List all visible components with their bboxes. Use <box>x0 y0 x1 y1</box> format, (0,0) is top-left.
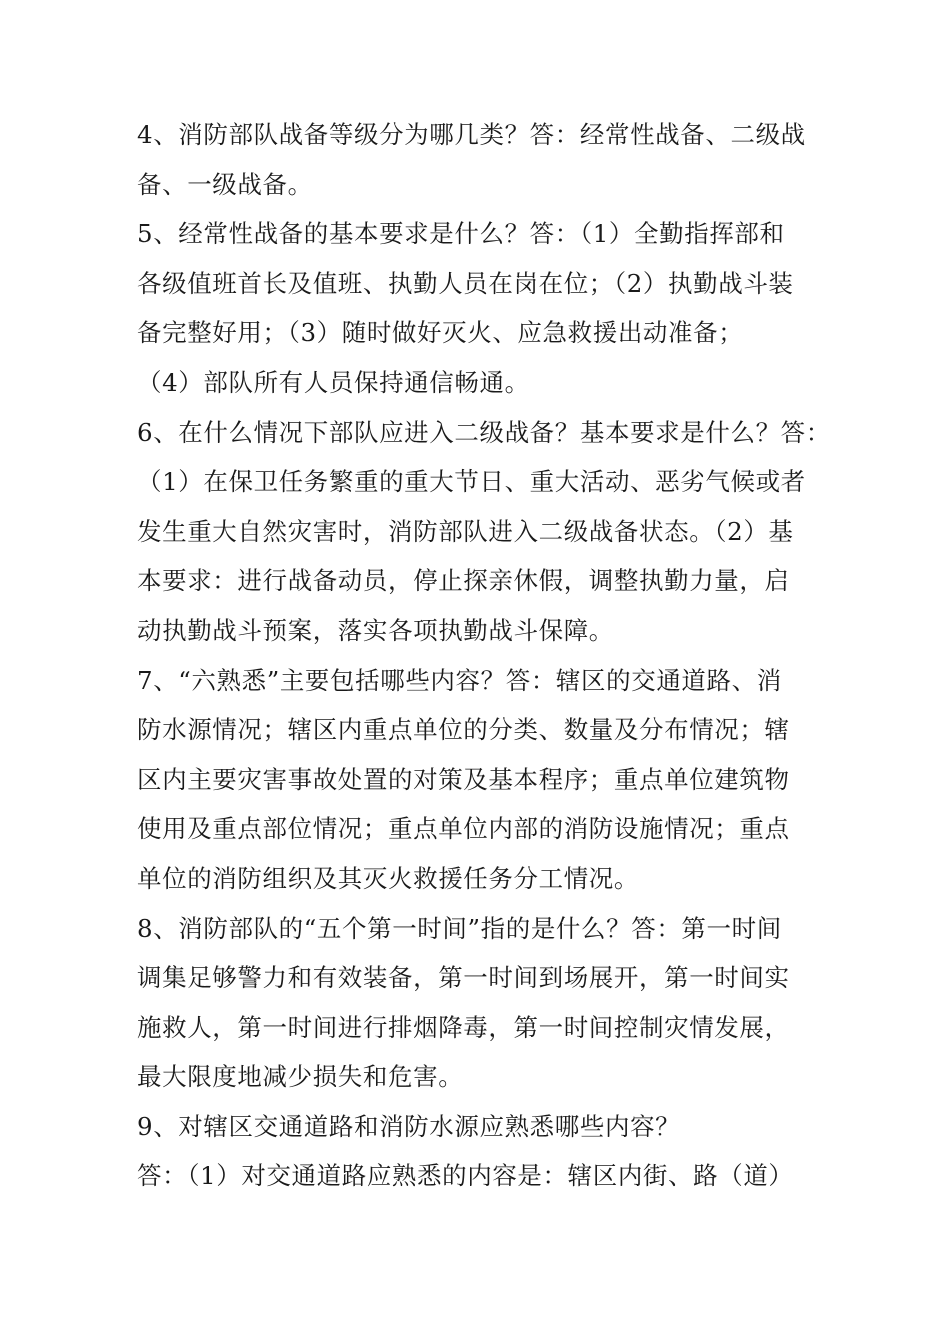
document-body <box>137 110 837 1201</box>
text-line-q5-a: 5、经常性战备的基本要求是什么？答：（1）全勤指挥部和 <box>137 219 785 249</box>
text-line-q7-e: 单位的消防组织及其灭火救援任务分工情况。 <box>137 863 639 893</box>
text-line-q9-b: 答：（1）对交通道路应熟悉的内容是：辖区内街、路（道） <box>137 1161 794 1191</box>
text-line-q5-b: 各级值班首长及值班、执勤人员在岗在位；（2）执勤战斗装 <box>137 268 794 298</box>
text-line-q7-d: 使用及重点部位情况；重点单位内部的消防设施情况；重点 <box>137 814 790 844</box>
text-line-q6-e: 动执勤战斗预案，落实各项执勤战斗保障。 <box>137 615 614 645</box>
text-line-q5-c: 备完整好用；（3）随时做好灭火、应急救援出动准备； <box>137 318 744 348</box>
text-line-q9-a: 9、对辖区交通道路和消防水源应熟悉哪些内容？ <box>137 1111 681 1141</box>
text-line-q8-c: 施救人，第一时间进行排烟降毒，第一时间控制灾情发展， <box>137 1012 790 1042</box>
text-line-q7-a: 7、“六熟悉”主要包括哪些内容？答：辖区的交通道路、消 <box>137 665 782 695</box>
text-line-q8-b: 调集足够警力和有效装备，第一时间到场展开，第一时间实 <box>137 963 790 993</box>
text-line-q6-b: （1）在保卫任务繁重的重大节日、重大活动、恶劣气候或者 <box>137 467 806 497</box>
text-line-q6-c: 发生重大自然灾害时，消防部队进入二级战备状态。（2）基 <box>137 516 794 546</box>
text-line-q6-d: 本要求：进行战备动员，停止探亲休假，调整执勤力量，启 <box>137 566 790 596</box>
text-line-q6-a: 6、在什么情况下部队应进入二级战备？基本要求是什么？答： <box>137 417 831 447</box>
text-line-q7-b: 防水源情况；辖区内重点单位的分类、数量及分布情况；辖 <box>137 715 790 745</box>
text-line-q4-b: 备、一级战备。 <box>137 169 313 199</box>
text-line-q4-a: 4、消防部队战备等级分为哪几类？答：经常性战备、二级战 <box>137 120 806 149</box>
text-line-q8-d: 最大限度地减少损失和危害。 <box>137 1062 464 1092</box>
text-line-q7-c: 区内主要灾害事故处置的对策及基本程序；重点单位建筑物 <box>137 764 790 794</box>
text-line-q8-a: 8、消防部队的“五个第一时间”指的是什么？答：第一时间 <box>137 913 782 943</box>
text-line-q5-d: （4）部队所有人员保持通信畅通。 <box>137 367 530 397</box>
